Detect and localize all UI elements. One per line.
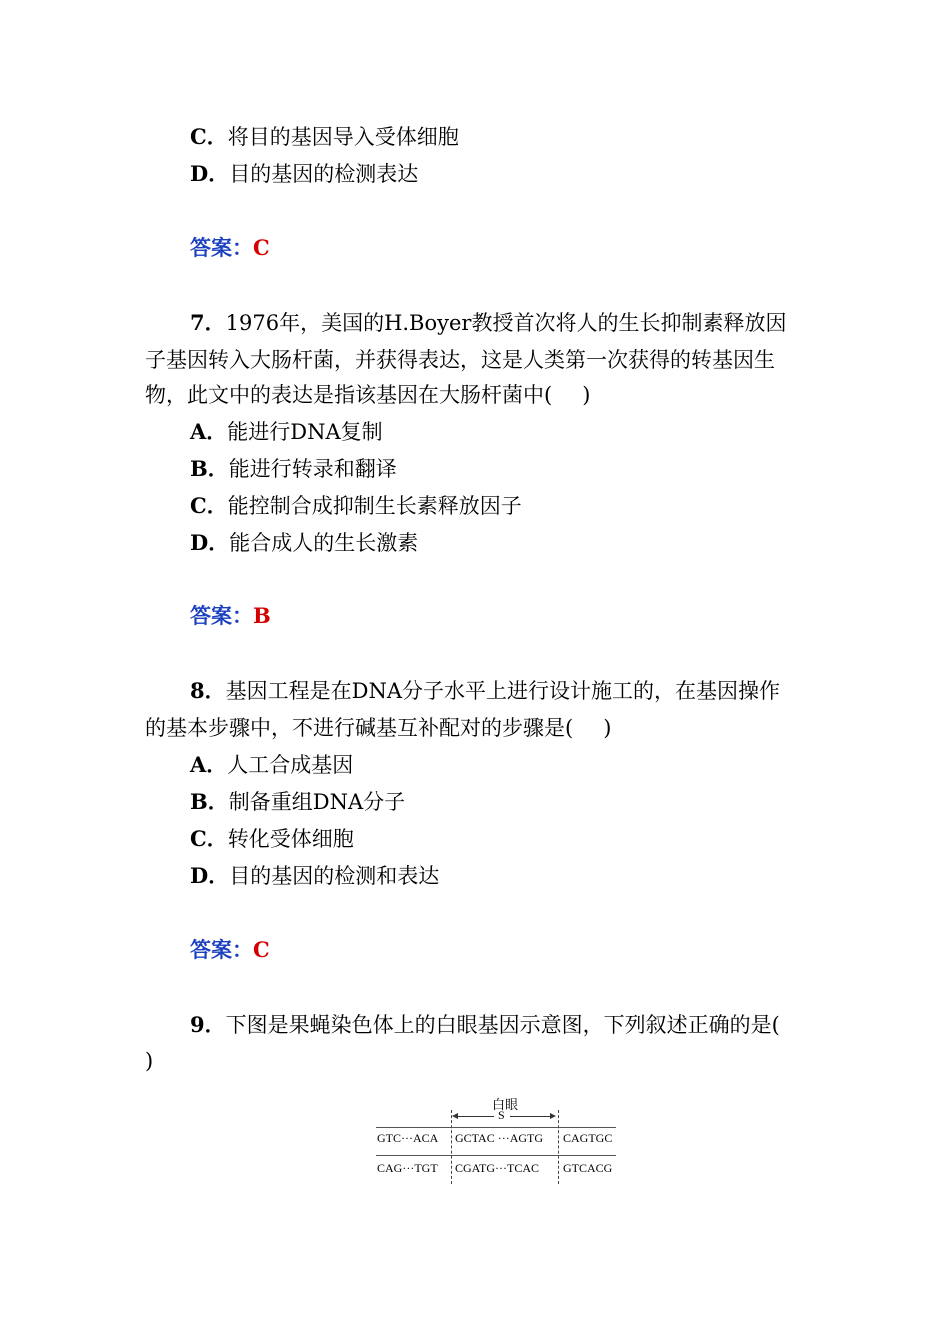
option-text: 目的基因的检测表达 (229, 162, 419, 186)
option-letter: B． (190, 789, 229, 814)
top-strand-middle: GCTAC ···AGTG (455, 1131, 544, 1145)
option-text: 将目的基因导入受体细胞 (227, 125, 459, 149)
answer-value: B (253, 603, 271, 628)
stem-text: 物，此文中的表达是指该基因在大肠杆菌中( (145, 383, 553, 407)
answer-label: 答案： (190, 235, 253, 260)
q8-stem-line-2 (145, 714, 611, 742)
option-text: 转化受体细胞 (227, 827, 354, 851)
arrow-shaft-right (510, 1116, 550, 1117)
paren-close: ) (582, 383, 591, 407)
q9-stem-line-2: ) (145, 1049, 154, 1073)
option-letter: C． (190, 124, 228, 149)
bottom-strand-left: CAG···TGT (377, 1161, 438, 1175)
question-number: 9． (190, 1012, 226, 1037)
paren-close: ) (603, 716, 612, 740)
q7-stem-line-3 (145, 381, 590, 409)
left-boundary (451, 1110, 452, 1184)
answer-label: 答案： (190, 937, 253, 962)
option-letter: D． (190, 530, 230, 555)
gene-label: 白眼 (492, 1097, 519, 1112)
option-text: 能进行转录和翻译 (228, 457, 397, 481)
region-label: S (498, 1108, 505, 1122)
option-letter: D． (190, 161, 230, 186)
question-number: 8． (190, 678, 226, 703)
q7-option-d (190, 529, 418, 557)
q9-stem-line-1 (190, 1011, 780, 1039)
option-letter: C． (190, 493, 228, 518)
q8-option-a (190, 751, 353, 779)
q8-option-b (190, 788, 405, 816)
q7-option-c (190, 492, 522, 520)
top-strand-upper-line (376, 1127, 616, 1128)
q7-option-a (190, 418, 383, 446)
q7-stem-line-2: 子基因转入大肠杆菌，并获得表达，这是人类第一次获得的转基因生 (145, 348, 775, 372)
arrow-shaft-left (458, 1116, 494, 1117)
stem-text: 1976年，美国的H.Boyer教授首次将人的生长抑制素释放因 (225, 311, 787, 335)
option-letter: C． (190, 826, 228, 851)
top-strand-right: CAGTGC (563, 1131, 613, 1145)
arrow-right-icon (550, 1113, 556, 1119)
stem-text: 下图是果蝇染色体上的白眼基因示意图，下列叙述正确的是( (225, 1013, 780, 1037)
option-text: 制备重组DNA分子 (228, 790, 406, 814)
white-eye-gene-diagram (374, 1094, 618, 1186)
q6-option-d (190, 160, 418, 188)
q7-option-b (190, 455, 397, 483)
q8-option-c (190, 825, 354, 853)
option-text: 能进行DNA复制 (227, 420, 383, 444)
q8-answer (190, 936, 270, 964)
answer-value: C (253, 235, 270, 260)
option-letter: A． (190, 419, 228, 444)
answer-label: 答案： (190, 603, 253, 628)
q7-stem-line-1 (190, 309, 786, 337)
stem-text: 基因工程是在DNA分子水平上进行设计施工的，在基因操作 (225, 679, 781, 703)
option-text: 人工合成基因 (227, 753, 354, 777)
right-boundary (558, 1110, 559, 1184)
q6-answer (190, 234, 270, 262)
top-strand-left: GTC···ACA (377, 1131, 439, 1145)
option-letter: D． (190, 863, 230, 888)
q6-option-c (190, 123, 459, 151)
question-number: 7． (190, 310, 226, 335)
option-letter: B． (190, 456, 229, 481)
q8-option-d (190, 862, 439, 890)
option-text: 能合成人的生长激素 (229, 531, 419, 555)
q8-stem-line-1 (190, 677, 780, 705)
bottom-strand-middle: CGATG···TCAC (455, 1161, 539, 1175)
bottom-strand-right: GTCACG (563, 1161, 613, 1175)
option-letter: A． (190, 752, 228, 777)
q7-answer (190, 602, 271, 630)
strand-divider-line (376, 1155, 616, 1156)
option-text: 目的基因的检测和表达 (229, 864, 440, 888)
stem-text: 的基本步骤中，不进行碱基互补配对的步骤是( (145, 716, 574, 740)
answer-value: C (253, 937, 270, 962)
option-text: 能控制合成抑制生长素释放因子 (227, 494, 522, 518)
